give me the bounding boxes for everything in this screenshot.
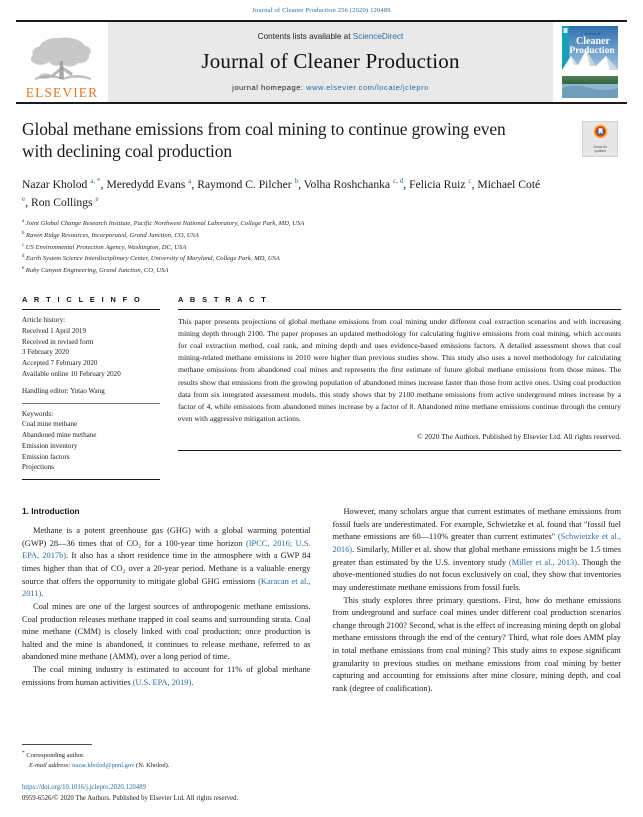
history-line: 3 February 2020 xyxy=(22,348,69,357)
abstract-text: This paper presents projections of global methane emissions from coal mining under different coal extraction scenarios and with increasing mining depth through 2100. The paper proposes an updated methodology for calculating fugitive emissions from coal mining, which accounts for coal extraction method, coal rank, and mining depth and uses evidence-based emissions factors. A detailed assessment shows that coal mining-related methane emissions in 2010 were higher than previous studies show. This study also uses a novel methodology for calculating methane emissions from abandoned coal mines and represents the first estimate of future global methane emissions from those mines. The results show that emissions from the growing population of abandoned mines increase faster than those from active ones. Using coal production data from six integrated assessment models, this study shows that by 2100 methane emissions from active underground mines increase by a factor of 4, while emissions from abandoned mines increase by a factor of 8. Abandoned mine methane emissions continue through the century even with aggressive mitigation actions. xyxy=(178,317,621,423)
journal-homepage-line xyxy=(232,83,429,92)
intro-paragraph: However, many scholars argue that current estimates of methane emissions from fossil fuels are underestimated. For example, Schwietzke et al. found that "fossil fuel methane emissions are 60—110% greater than current estimates" (Schwietzke et al., 2016). Similarly, Miller et al. show that global methane emissions might be 1.5 times greater than estimated by the U.S. inventory study (Miller et al., 2013). Though the above-mentioned studies do not focus exclusively on coal, they show that inventories may underestimate methane emissions from fossil fuels. xyxy=(332,507,621,592)
svg-text:Production: Production xyxy=(569,46,615,56)
masthead-center xyxy=(108,22,553,102)
handling-editor: Handling editor: Yutao Wang xyxy=(22,386,105,395)
email-line xyxy=(22,761,304,771)
journal-title: Journal of Cleaner Production xyxy=(201,49,460,73)
crossmark-icon xyxy=(593,124,608,144)
history-line: Accepted 7 February 2020 xyxy=(22,359,98,368)
article-history-label: Article history: xyxy=(22,316,66,325)
email-label: E-mail address: xyxy=(29,761,71,769)
body-column-left xyxy=(22,506,311,695)
article-history-group xyxy=(22,310,160,402)
page-title: Global methane emissions from coal mining to continue growing even with declining coal production xyxy=(22,119,506,162)
intro-paragraph: This study explores three primary questions. First, how do methane emissions from underground and surface coal mines under different coal production scenarios change through 2100? Second, what is the effect of increasing mining depth on global methane emissions through the end of the century? Third, what role does AMM play in total methane emissions from coal mining? This study aims to expose significant granularity to previous studies on methane emissions from coal mining by better capturing and accounting for emissions after mine closure, mining depth, and coal rank (degree of coalification). xyxy=(332,595,621,693)
journal-cover-thumbnail xyxy=(553,22,627,102)
keyword-item: Coal mine methane xyxy=(22,420,78,429)
journal-homepage-link[interactable]: www.elsevier.com/locate/jclepro xyxy=(306,83,429,92)
keyword-item: Projections xyxy=(22,463,54,472)
affiliation-list xyxy=(22,218,621,277)
body-column-right xyxy=(333,506,622,695)
body-columns xyxy=(22,506,621,695)
history-line: Received in revised form xyxy=(22,337,94,346)
asterisk-icon: * xyxy=(22,749,25,756)
elsevier-logo xyxy=(16,22,108,102)
email-link[interactable]: nazar.kholod@pnnl.gov xyxy=(72,761,135,769)
affiliation-item: $^e$ Ruby Canyon Engineering, Grand Junction, CO, USA xyxy=(22,266,169,275)
history-line: Available online 10 February 2020 xyxy=(22,370,121,379)
keyword-item: Emission inventory xyxy=(22,441,78,450)
doi-link[interactable]: https://doi.org/10.1016/j.jclepro.2020.120489 xyxy=(22,784,146,792)
page-footer xyxy=(22,783,442,805)
article-info-column xyxy=(22,295,160,480)
article-info-rule-bottom xyxy=(22,479,160,480)
keyword-item: Abandoned mine methane xyxy=(22,431,97,440)
contents-prefix: Contents lists available at xyxy=(257,32,353,41)
corresponding-author-line xyxy=(22,749,304,761)
corresponding-author-text: Corresponding author. xyxy=(26,751,85,759)
crossmark-badge[interactable] xyxy=(582,121,618,157)
journal-masthead xyxy=(16,20,627,104)
author-list: Nazar Kholod $^{a, *}$, Meredydd Evans $^a$, Raymond C. Pilcher $^b$, Volha Roshchanka $^{c, d}$, Felicia Ruiz $^c$, Michael Coté $^e$, Ron Collings $^e$ xyxy=(22,177,541,209)
crossmark-label xyxy=(593,145,607,153)
intro-paragraph: Coal mines are one of the largest sources of anthropogenic methane emissions. Coal production releases methane trapped in coal seams and surrounding strata. Coal mine methane (CMM) is closely linked with coal production; once production is halted and the mine is abandoned, it continues to release methane, referred to as abandoned mine methane (AMM), over a long period of time. xyxy=(22,601,311,662)
info-abstract-region xyxy=(22,295,621,480)
svg-text:Journal of: Journal of xyxy=(584,32,600,36)
abstract-heading: A B S T R A C T xyxy=(178,295,269,305)
intro-paragraph: Methane is a potent greenhouse gas (GHG) with a global warming potential (GWP) 28—36 times that of CO₂ for a 100-year time horizon (IPCC, 2016; U.S. EPA, 2017b). It also has a short residence time in the atmosphere with a GWP 84 times higher than that of CO₂ over a 20-year period. Methane is a valuable energy source that offers the opportunity to mitigate global GHG emissions (Karacan et al., 2011). xyxy=(22,526,311,599)
elsevier-tree-icon xyxy=(25,33,99,85)
affiliation-item: $^a$ Joint Global Change Research Institute, Pacific Northwest National Laboratory, College Park, MD, USA xyxy=(22,218,305,227)
issn-copyright-line: 0959-6526/© 2020 The Authors. Published by Elsevier Ltd. All rights reserved. xyxy=(22,795,239,803)
running-head: Journal of Cleaner Production 256 (2020) 120489 xyxy=(252,7,391,14)
abstract-column xyxy=(178,295,621,480)
sciencedirect-link[interactable]: ScienceDirect xyxy=(352,32,404,41)
crossmark-label-line2: updates xyxy=(594,149,606,154)
keywords-group xyxy=(22,404,160,480)
title-block xyxy=(22,118,621,162)
email-suffix: (N. Kholod). xyxy=(136,761,170,769)
footnote-rule xyxy=(22,744,92,745)
abstract-copyright: © 2020 The Authors. Published by Elsevier Ltd. All rights reserved. xyxy=(416,431,621,441)
intro-paragraph: The coal mining industry is estimated to account for 11% of global methane emissions from human activities (U.S. EPA, 2019). xyxy=(22,664,311,687)
elsevier-wordmark: ELSEVIER xyxy=(25,84,99,100)
affiliation-item: $^b$ Raven Ridge Resources, Incorporated, Grand Junction, CO, USA xyxy=(22,230,199,239)
homepage-prefix: journal homepage: xyxy=(232,83,307,92)
crossmark-label-line1: Check for xyxy=(592,145,608,149)
affiliation-item: $^d$ Earth System Science Interdisciplinary Center, University of Maryland, College Park, MD, USA xyxy=(22,254,280,263)
section-heading-introduction: 1. Introduction xyxy=(22,506,80,517)
contents-available-line xyxy=(258,32,404,41)
abstract-rule-bottom xyxy=(178,450,621,451)
affiliation-item: $^c$ US Environmental Protection Agency, Washington, DC, USA xyxy=(22,242,187,251)
article-info-heading: A R T I C L E I N F O xyxy=(22,295,143,305)
keyword-item: Emission factors xyxy=(22,452,70,461)
svg-text:Cleaner: Cleaner xyxy=(576,36,610,47)
keywords-label: Keywords: xyxy=(22,409,54,418)
corresponding-author-footnote xyxy=(22,744,304,771)
history-line: Received 1 April 2019 xyxy=(22,326,87,335)
